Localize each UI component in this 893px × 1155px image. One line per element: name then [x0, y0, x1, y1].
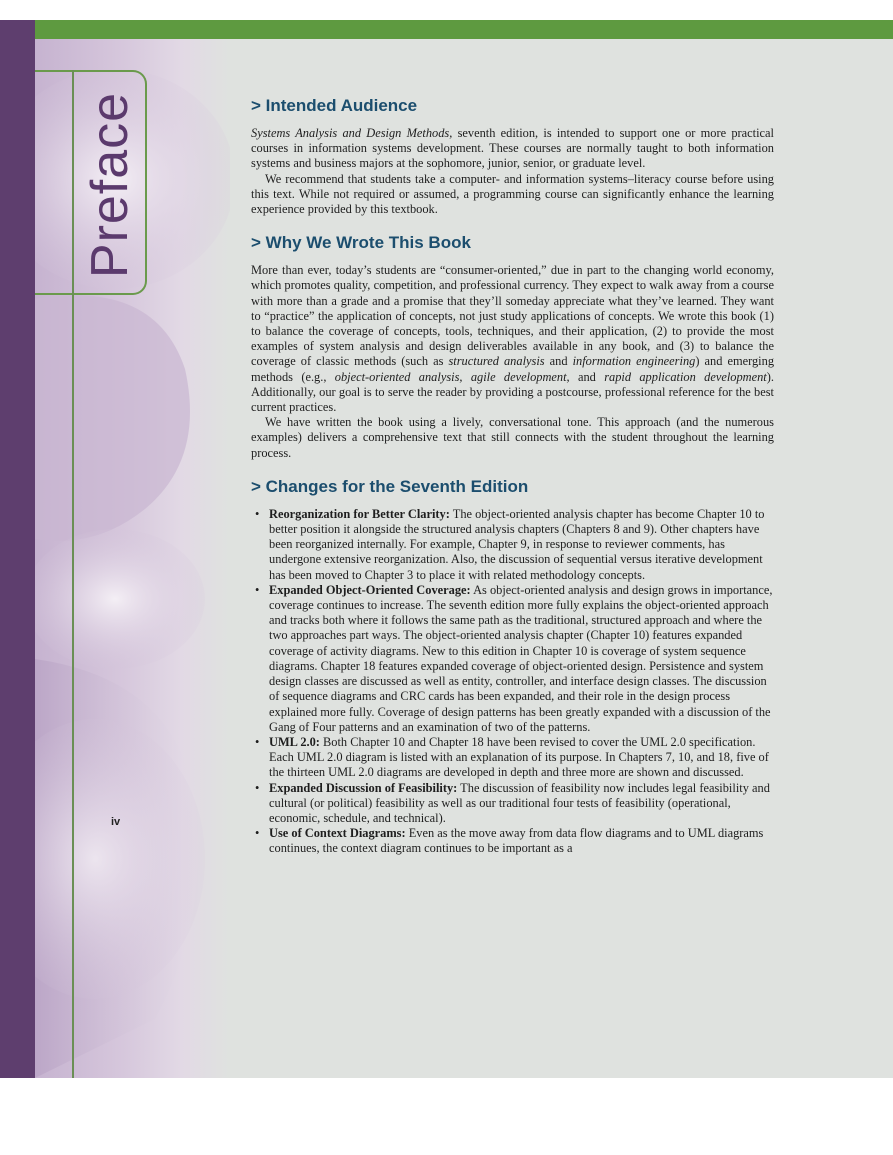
item-title: Reorganization for Better Clarity:: [269, 506, 450, 521]
paragraph: We recommend that students take a computer- and information systems–literacy course before using this text. While not required or assumed, a programming course can significantly enhance the learning experience provided by this textbook.: [251, 171, 774, 217]
bullet-icon: •: [255, 826, 260, 841]
section-heading: > Changes for the Seventh Edition: [251, 476, 529, 496]
book-title-italic: Systems Analysis and Design Methods,: [251, 126, 453, 140]
list-item: [251, 826, 774, 856]
left-purple-strip: [0, 20, 35, 1078]
item-title: Expanded Object-Oriented Coverage:: [269, 582, 471, 597]
paragraph-text: seventh edition, is intended to support one or more practical courses in information systems development. These courses are normally taught to both information systems and business majors at the sophomore, junior, senior, or graduate level.: [251, 126, 774, 171]
bullet-icon: •: [255, 582, 260, 597]
item-text: The object-oriented analysis chapter has become Chapter 10 to better position it alongside the structured analysis chapters (Chapters 8 and 9). Other chapters have been reorganized internally. For example, Chapter 9, in response to reviewer comments, has undergone extensive reorganization. Also, the discussion of sequential versus iterative development has been moved to Chapter 3 to place it with related methodology concepts.: [269, 506, 765, 582]
section-heading: > Why We Wrote This Book: [251, 233, 471, 253]
italic-term: information engineering: [572, 354, 696, 369]
section-changes: [251, 477, 774, 857]
bullet-icon: •: [255, 780, 260, 795]
section-why-we-wrote: [251, 233, 774, 461]
paragraph: [251, 263, 774, 415]
list-item: [251, 583, 774, 735]
item-text: Even as the move away from data flow diagrams and to UML diagrams continues, the context diagram continues to be important as a: [269, 826, 764, 856]
paragraph: We have written the book using a lively, conversational tone. This approach (and the numerous examples) delivers a comprehensive text that still connects with the student throughout the learning process.: [251, 415, 774, 460]
item-text: Both Chapter 10 and Chapter 18 have been revised to cover the UML 2.0 specification. Each UML 2.0 diagram is listed with an explanation of its purpose. In Chapters 7, 10, and 18, five of the thirteen UML 2.0 diagrams are developed in depth and three more are shown and discussed.: [269, 734, 769, 780]
paragraph-text: and: [569, 369, 605, 384]
list-item: [251, 735, 774, 781]
section-heading: > Intended Audience: [251, 96, 418, 115]
paragraph-text: ). Additionally, our goal is to serve the reader by providing a postcourse, professional reference for the best current practices.: [251, 369, 774, 415]
main-content: [251, 96, 774, 873]
bullet-icon: •: [255, 506, 260, 521]
top-green-bar: [35, 20, 893, 39]
item-text: As object-oriented analysis and design grows in importance, coverage continues to increase. The seventh edition more fully explains the object-oriented approach and tracks both where it follows the same path as the traditional, structured approach and where the two approaches part ways. The object-oriented analysis chapter (Chapter 10) features expanded coverage of activity diagrams. New to this edition in Chapter 10 is coverage of system sequence diagrams. Chapter 18 features expanded coverage of object-oriented design. Persistence and system design classes are discussed as well as entity, controller, and interface design classes. The discussion of sequence diagrams and CRC cards has been expanded, and their role in the design process explained more fully. Coverage of design patterns has been greatly expanded with a discussion of the Gang of Four patterns and an examination of two of the patterns.: [269, 582, 773, 734]
tab-inner-line: [72, 70, 74, 295]
paragraph-text: ) and emerging methods (e.g.,: [251, 354, 775, 384]
list-item: [251, 507, 774, 583]
paragraph-text: and: [544, 354, 573, 369]
item-title: Use of Context Diagrams:: [269, 826, 406, 841]
bullet-icon: •: [255, 734, 260, 749]
item-title: UML 2.0:: [269, 734, 320, 749]
item-text: The discussion of feasibility now includes legal feasibility and cultural (or political) feasibility as well as our traditional four tests of feasibility (operational, economic, schedule, and technical).: [269, 780, 770, 825]
paragraph: [251, 126, 774, 172]
changes-list: [251, 507, 774, 857]
paragraph-text: More than ever, today’s students are “consumer-oriented,” due in part to the changing world economy, which promotes quality, competition, and professional currency. They expect to walk away from a course with more than a grade and a promise that they’ll someday appreciate what they’ve learned. They want to “practice” the application of concepts, not just study applications of concepts. We wrote this book (1) to balance the coverage of concepts, tools, techniques, and their application, (2) to provide the most examples of system analysis and design deliverables available in any book, and (3) to balance the coverage of classic methods (such as: [251, 263, 774, 369]
italic-term: object-oriented analysis, agile development,: [334, 369, 570, 384]
section-intended-audience: [251, 96, 774, 217]
preface-vertical-title: Preface: [81, 91, 139, 279]
page-number: iv: [111, 816, 121, 828]
italic-term: structured analysis: [448, 354, 545, 369]
vertical-divider-line: [72, 293, 74, 1078]
italic-term: rapid application development: [604, 369, 767, 384]
item-title: Expanded Discussion of Feasibility:: [269, 780, 458, 795]
list-item: [251, 781, 774, 827]
